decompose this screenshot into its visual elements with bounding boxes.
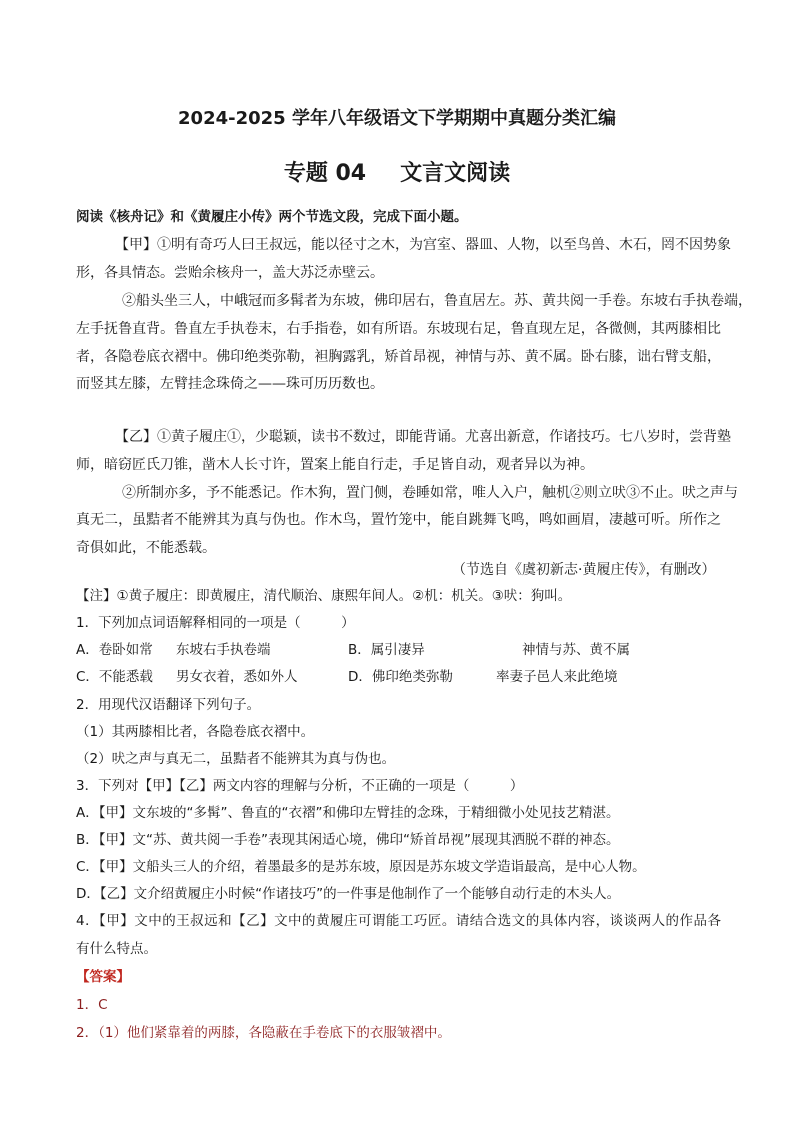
- answer-heading: 【答案】: [76, 969, 130, 985]
- reading-instruction: 阅读《核舟记》和《黄履庄小传》两个节选文段，完成下面小题。: [76, 209, 468, 225]
- topic-name: 文言文阅读: [400, 161, 511, 186]
- question-2-item: （2）吠之声与真无二，虽黠者不能辨其为真与伪也。: [76, 751, 396, 767]
- topic-heading: [0, 156, 794, 187]
- q1-option-c-phrase: 男女衣着，悉如外人: [176, 669, 298, 685]
- topic-label: 专题 04: [283, 161, 367, 186]
- passage-b-line: ②所制亦多，予不能悉记。作木狗，置门侧，卷睡如常，唯人入户，触机②则立吠③不止。吠之声与: [122, 485, 738, 501]
- q3-option: A．【甲】文东坡的“多髯”、鲁直的“衣褶”和佛印左臂挂的念珠，于精细微小处见技艺精湛。: [76, 805, 620, 821]
- passage-b-line: 师，暗窃匠氏刀锥，凿木人长寸许，置案上能自行走，手足皆自动，观者异以为神。: [76, 457, 594, 473]
- q1-option-d-phrase: 率妻子邑人来此绝境: [496, 669, 618, 685]
- passage-a-line: ②船头坐三人，中峨冠而多髯者为东坡，佛印居右，鲁直居左。苏、黄共阅一手卷。东坡右手执卷端，: [122, 293, 752, 309]
- passage-a-line: 形，各具情态。尝贻余核舟一，盖大苏泛赤壁云。: [76, 265, 384, 281]
- question-2-item: （1）其两膝相比者，各隐卷底衣褶中。: [76, 724, 315, 740]
- q3-option: B．【甲】文“苏、黄共阅一手卷”表现其闲适心境，佛印“矫首昂视”展现其洒脱不群的神态。: [76, 832, 620, 848]
- q1-option-b: B．属引凄异: [348, 642, 425, 658]
- q1-option-a: A．卷卧如常: [76, 642, 153, 658]
- document-title: 2024-2025 学年八年级语文下学期期中真题分类汇编: [178, 108, 616, 129]
- question-2-stem: 2．用现代汉语翻译下列句子。: [76, 697, 261, 713]
- q3-option: C．【甲】文船头三人的介绍，着墨最多的是苏东坡，原因是苏东坡文学造诣最高，是中心人物。: [76, 859, 646, 875]
- q1-option-c: C．不能悉载: [76, 669, 153, 685]
- question-4-stem-cont: 有什么特点。: [76, 941, 157, 957]
- passage-a-line: 左手抚鲁直背。鲁直左手执卷末，右手指卷，如有所语。东坡现右足，鲁直现左足，各微侧，其两膝相比: [76, 321, 721, 337]
- question-3-stem: 3．下列对【甲】【乙】两文内容的理解与分析，不正确的一项是（ ）: [76, 778, 524, 794]
- q1-option-d: D．佛印绝类弥勒: [348, 669, 453, 685]
- answer-2: 2．（1）他们紧靠着的两膝，各隐蔽在手卷底下的衣服皱褶中。: [76, 1025, 451, 1041]
- annotation-notes: 【注】①黄子履庄：即黄履庄，清代顺治、康熙年间人。②机：机关。③吠：狗叫。: [76, 588, 572, 604]
- passage-a-line: 而竖其左膝，左臂挂念珠倚之——珠可历历数也。: [76, 376, 384, 392]
- answer-1: 1．C: [76, 997, 108, 1013]
- q1-option-a-phrase: 东坡右手执卷端: [176, 642, 271, 658]
- passage-a-line: 【甲】①明有奇巧人曰王叔远，能以径寸之木，为宫室、器皿、人物，以至鸟兽、木石，罔不因势象: [115, 237, 731, 253]
- passage-a-line: 者，各隐卷底衣褶中。佛印绝类弥勒，袒胸露乳，矫首昂视，神情与苏、黄不属。卧右膝，诎右臂支船，: [76, 349, 721, 365]
- passage-b-line: 奇俱如此，不能悉载。: [76, 540, 216, 556]
- q1-option-b-phrase: 神情与苏、黄不属: [522, 642, 630, 658]
- question-4-stem: 4．【甲】文中的王叔远和【乙】文中的黄履庄可谓能工巧匠。请结合选文的具体内容，谈谈两人的作品各: [76, 913, 721, 929]
- question-1-stem: 1．下列加点词语解释相同的一项是（ ）: [76, 615, 355, 631]
- passage-b-line: 【乙】①黄子履庄①，少聪颖，读书不数过，即能背诵。尤喜出新意，作诸技巧。七八岁时，尝背塾: [115, 429, 731, 445]
- passage-source: （节选自《虞初新志·黄履庄传》，有删改）: [452, 562, 716, 578]
- q3-option: D．【乙】文介绍黄履庄小时候“作诸技巧”的一件事是他制作了一个能够自动行走的木头人。: [76, 886, 621, 902]
- passage-b-line: 真无二，虽黠者不能辨其为真与伪也。作木鸟，置竹笼中，能自跳舞飞鸣，鸣如画眉，凄越可听。所作之: [76, 512, 721, 528]
